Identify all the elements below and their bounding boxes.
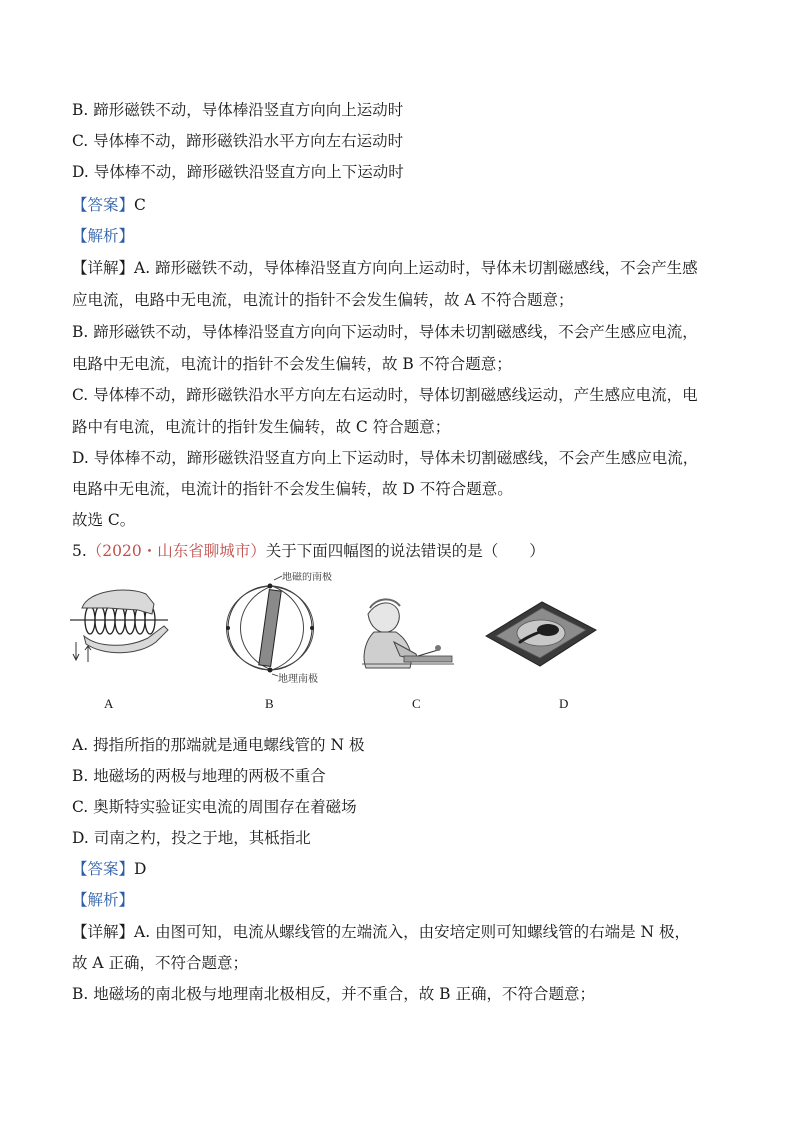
q5-detail-line-2: 故 A 正确，不符合题意； bbox=[72, 954, 249, 972]
q4-answer-line bbox=[72, 195, 732, 215]
geomagnetic-field-figure bbox=[210, 572, 340, 684]
question-stem: 关于下面四幅图的说法错误的是（ ） bbox=[265, 542, 545, 560]
q4-detail-line-8: 电路中无电流，电流计的指针不会发生偏转，故 D 不符合题意。 bbox=[72, 480, 513, 498]
q5-figures bbox=[60, 572, 620, 722]
q4-option-b: B. 蹄形磁铁不动，导体棒沿竖直方向向上运动时 bbox=[72, 101, 404, 119]
q4-detail-line-7: D. 导体棒不动，蹄形磁铁沿竖直方向上下运动时，导体未切割磁感线，不会产生感应电流， bbox=[72, 449, 699, 467]
q5-detail-line-1 bbox=[72, 922, 732, 942]
fig-b-bottom-label: 地理南极 bbox=[278, 674, 318, 684]
answer-value: D bbox=[134, 860, 147, 878]
q5-option-a: A. 拇指所指的那端就是通电螺线管的 N 极 bbox=[72, 736, 365, 754]
q4-detail-line-6: 路中有电流，电流计的指针发生偏转，故 C 符合题意； bbox=[72, 418, 451, 436]
q4-option-c: C. 导体棒不动，蹄形磁铁沿水平方向左右运动时 bbox=[72, 132, 404, 150]
q5-option-b: B. 地磁场的两极与地理的两极不重合 bbox=[72, 767, 326, 785]
analysis-tag: 【解析】 bbox=[72, 891, 135, 909]
figure-label-c: C bbox=[412, 696, 421, 711]
q4-detail-line-3: B. 蹄形磁铁不动，导体棒沿竖直方向向下运动时，导体未切割磁感线，不会产生感应电流， bbox=[72, 323, 698, 341]
answer-tag: 【答案】 bbox=[72, 860, 135, 878]
solenoid-hand-figure bbox=[68, 584, 172, 664]
q4-detail-line-5: C. 导体棒不动，蹄形磁铁沿水平方向左右运动时，导体切割磁感线运动，产生感应电流，电 bbox=[72, 386, 698, 404]
figure-label-d: D bbox=[559, 696, 569, 711]
q4-option-d: D. 导体棒不动，蹄形磁铁沿竖直方向上下运动时 bbox=[72, 163, 404, 181]
answer-value: C bbox=[134, 196, 146, 214]
detail-tag: 【详解】 bbox=[72, 923, 135, 941]
sinan-compass-figure bbox=[482, 596, 600, 668]
question-source: （2020・山东省聊城市） bbox=[86, 542, 266, 560]
detail-tag: 【详解】 bbox=[72, 259, 135, 277]
question-number: 5. bbox=[72, 542, 87, 560]
figure-label-a: A bbox=[104, 696, 114, 711]
q4-detail-line-1 bbox=[72, 258, 732, 278]
q4-conclusion: 故选 C。 bbox=[72, 511, 136, 529]
q5-stem-line bbox=[72, 541, 732, 561]
q4-detail-line-2: 应电流，电路中无电流，电流计的指针不会发生偏转，故 A 不符合题意； bbox=[72, 291, 574, 309]
fig-b-top-label: 地磁的南极 bbox=[282, 572, 332, 583]
q5-option-d: D. 司南之杓，投之于地，其柢指北 bbox=[72, 829, 311, 847]
detail-text: A. 蹄形磁铁不动，导体棒沿竖直方向向上运动时，导体未切割磁感线，不会产生感 bbox=[134, 259, 698, 277]
q5-detail-line-3: B. 地磁场的南北极与地理南北极相反，并不重合，故 B 正确，不符合题意； bbox=[72, 985, 595, 1003]
analysis-tag: 【解析】 bbox=[72, 227, 135, 245]
q4-detail-line-4: 电路中无电流，电流计的指针不会发生偏转，故 B 不符合题意； bbox=[72, 355, 512, 373]
detail-text: A. 由图可知，电流从螺线管的左端流入，由安培定则可知螺线管的右端是 N 极， bbox=[134, 923, 690, 941]
q5-option-c: C. 奥斯特实验证实电流的周围存在着磁场 bbox=[72, 798, 357, 816]
oersted-experiment-figure bbox=[358, 594, 454, 672]
answer-tag: 【答案】 bbox=[72, 196, 135, 214]
q5-answer-line bbox=[72, 859, 732, 879]
figure-label-b: B bbox=[265, 696, 274, 711]
